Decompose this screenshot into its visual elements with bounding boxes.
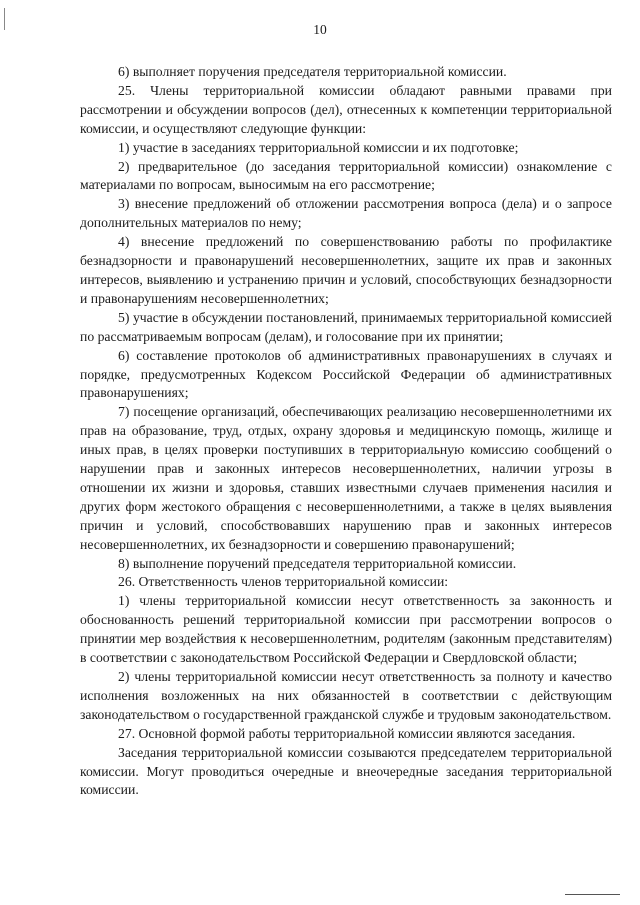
paragraph-item-6-protocols: 6) составление протоколов об административных правонарушениях в случаях и порядке, предусмотренных Кодексом Российской Федерации об административных правонарушениях;	[80, 347, 612, 401]
paragraph-item-4: 4) внесение предложений по совершенствованию работы по профилактике безнадзорности и правонарушений несовершеннолетних, защите их прав и законных интересов, выявлению и устранению причин и условий, способствующих безнадзорности и правонарушениям несовершеннолетних;	[80, 234, 612, 306]
document-body	[80, 63, 612, 800]
page-number: 10	[313, 22, 327, 37]
paragraph-responsibility-1: 1) члены территориальной комиссии несут ответственность за законность и обоснованность решений территориальной комиссии при рассмотрении вопросов о принятии мер воздействия к несовершеннолетним, родителям (законным представителям) в соответствии с законодательством Российской Федерации и Свердловской области;	[80, 593, 612, 666]
paragraph-section-25: 25. Члены территориальной комиссии обладают равными правами при рассмотрении и обсуждении вопросов (дел), отнесенных к компетенции территориальной комиссии, и осуществляют следующие функции:	[80, 82, 612, 136]
paragraph-item-2: 2) предварительное (до заседания территориальной комиссии) ознакомление с материалами по вопросам, выносимым на его рассмотрение;	[80, 158, 612, 193]
paragraph-item-1: 1) участие в заседаниях территориальной комиссии и их подготовке;	[118, 139, 519, 155]
paragraph-item-6: 6) выполняет поручения председателя территориальной комиссии.	[118, 64, 507, 79]
paragraph-item-5: 5) участие в обсуждении постановлений, принимаемых территориальной комиссией по рассматриваемым вопросам (делам), и голосование при их принятии;	[80, 309, 612, 344]
paragraph-item-7: 7) посещение организаций, обеспечивающих реализацию несовершеннолетними их прав на образование, труд, отдых, охрану здоровья и медицинскую помощь, жилище и иных прав, в целях проверки поступивших в территориальную комиссию сообщений о нарушении прав и законных интересов несовершеннолетних, наличии угрозы в отношении их жизни и здоровья, ставших известными случаев применения насилия и других форм жестокого обращения с несовершеннолетними, а также в целях выявления причин и условий, способствовавших нарушению прав и законных интересов несовершеннолетних, их безнадзорности и совершению правонарушений;	[80, 404, 612, 552]
paragraph-item-3: 3) внесение предложений об отложении рассмотрения вопроса (дела) и о запросе дополнительных материалов по нему;	[80, 196, 612, 231]
bottom-divider	[565, 894, 620, 895]
paragraph-section-27: 27. Основной формой работы территориальной комиссии являются заседания.	[118, 725, 576, 741]
paragraph-meetings: Заседания территориальной комиссии созываются председателем территориальной комиссии. Могут проводиться очередные и внеочередные заседания территориальной комиссии.	[80, 744, 612, 798]
paragraph-item-8: 8) выполнение поручений председателя территориальной комиссии.	[118, 555, 517, 571]
paragraph-responsibility-2: 2) члены территориальной комиссии несут ответственность за полноту и качество исполнения возложенных на них обязанностей в соответствии с действующим законодательством о государственной гражданской службе и трудовым законодательством.	[80, 669, 612, 722]
paragraph-section-26: 26. Ответственность членов территориальной комиссии:	[118, 574, 449, 590]
